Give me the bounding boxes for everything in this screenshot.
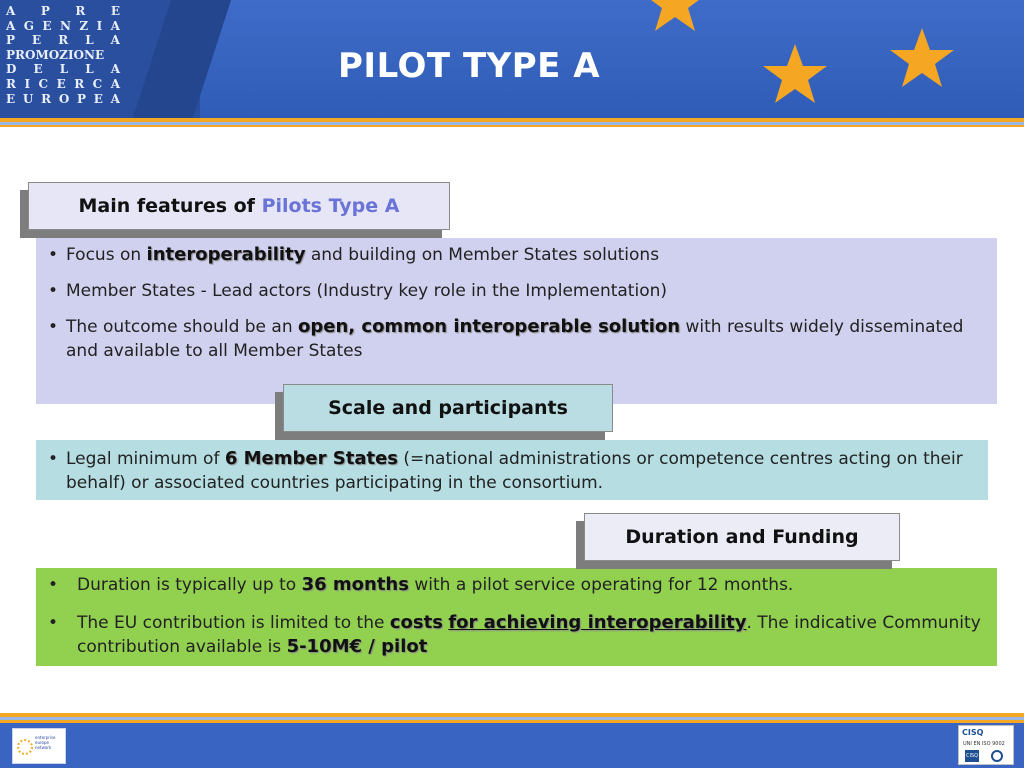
logo-line: D E L L A [6, 62, 120, 77]
highlight-text: 36 months [301, 574, 409, 595]
scale-participants-panel [36, 440, 988, 500]
star-icon [763, 44, 827, 103]
logo-line: PROMOZIONE [6, 47, 105, 62]
logo-line: P E R L A [6, 33, 120, 48]
highlight-text: costs [389, 612, 443, 633]
main-features-panel [36, 238, 997, 404]
enterprise-europe-network-logo: enterprise europe network [12, 728, 66, 764]
logo-line: A G E N Z I A [6, 18, 120, 33]
bullet-item: • Focus on interoperability and building on Member States solutions [46, 243, 985, 267]
logo-line: R I C E R C A [6, 76, 120, 91]
highlight-underlined-text: for achieving interoperability [448, 612, 747, 633]
cisq-certification-logo: CISQ UNI EN ISO 9002 CISQ [958, 725, 1014, 765]
highlight-text: interoperability [146, 244, 306, 265]
footer-bar [0, 723, 1024, 768]
duration-funding-heading: Duration and Funding [584, 513, 900, 561]
bullet-item: • Member States - Lead actors (Industry key role in the Implementation) [46, 279, 985, 303]
header-banner [0, 0, 1024, 118]
bullet-item: • Duration is typically up to 36 months with a pilot service operating for 12 months. [46, 573, 985, 597]
scale-participants-heading: Scale and participants [283, 384, 613, 432]
page-title: PILOT TYPE A [338, 46, 601, 86]
een-star-circle-icon [15, 737, 35, 757]
bullet-item: • The outcome should be an open, common interoperable solution with results widely disseminated and available to all Member States [46, 315, 985, 363]
duration-funding-panel [36, 568, 997, 666]
star-icon [643, 0, 707, 31]
logo-line: A P R E [6, 4, 120, 18]
main-features-heading: Main features of Pilots Type A [28, 182, 450, 230]
certification-seal-icon [991, 750, 1003, 762]
logo-line: E U R O P E A [6, 91, 120, 106]
highlight-text: 5-10M€ / pilot [286, 636, 428, 657]
highlight-text: open, common interoperable solution [298, 316, 681, 337]
star-icon [890, 28, 954, 87]
bullet-item: • The EU contribution is limited to the costs for achieving interoperability. The indicative Community contribution available is 5-10M€ / pilot [46, 611, 985, 659]
highlight-text: 6 Member States [224, 448, 398, 469]
bullet-item: • Legal minimum of 6 Member States (=national administrations or competence centres acting on their behalf) or associated countries participating in the consortium. [46, 447, 976, 495]
